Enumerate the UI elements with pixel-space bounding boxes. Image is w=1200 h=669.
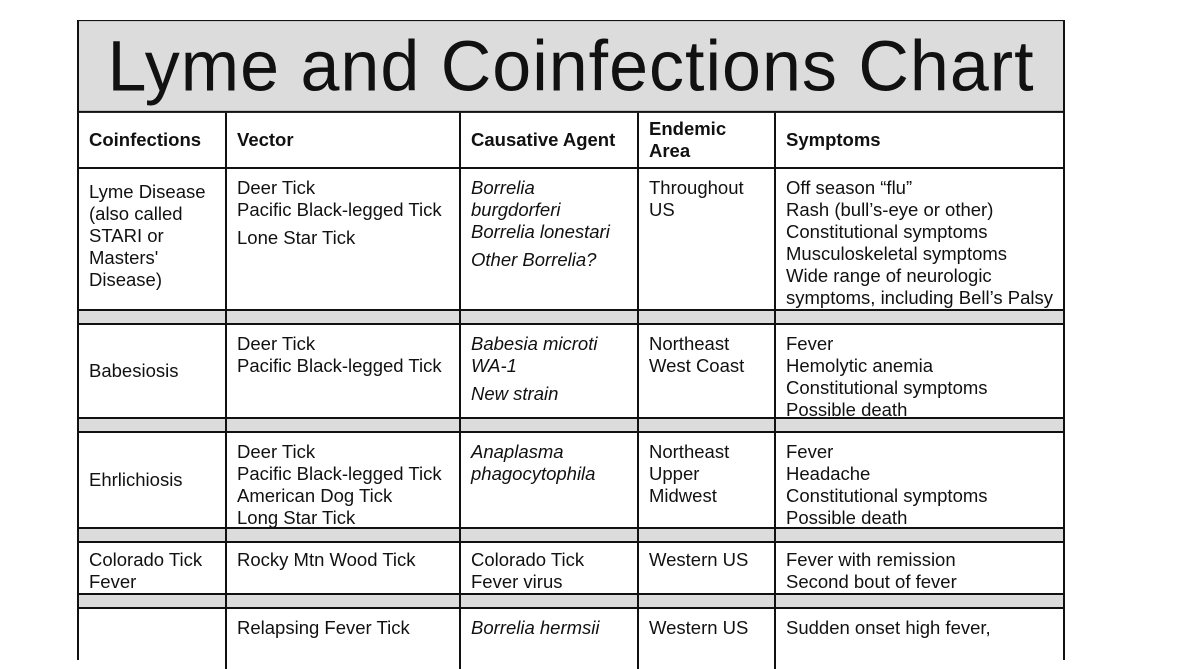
symptom-text: Constitutional symptoms [786, 485, 988, 506]
coinfection-name: Masters' [89, 247, 159, 268]
vector-text: Deer Tick [237, 333, 316, 354]
agent-text: burgdorferi [471, 199, 561, 220]
coinfection-name-cell [79, 433, 227, 527]
agent-cell [461, 169, 639, 309]
symptoms-cell [776, 609, 1063, 669]
table-row [79, 609, 1063, 669]
coinfection-name-cell [79, 169, 227, 309]
area-text: Western US [649, 549, 749, 570]
agent-text: Babesia microti [471, 333, 598, 354]
separator-cell [776, 595, 1063, 607]
chart-title: Lyme and Coinfections Chart [79, 21, 1063, 113]
separator-cell [79, 311, 227, 323]
symptom-text: Constitutional symptoms [786, 377, 988, 398]
symptom-text: Headache [786, 463, 871, 484]
table-row [79, 543, 1063, 595]
vector-cell [227, 325, 461, 417]
coinfection-name: Babesiosis [89, 360, 179, 381]
area-text: Midwest [649, 485, 717, 506]
vector-text: Deer Tick [237, 441, 316, 462]
header-endemic-area: Endemic Area [639, 112, 776, 167]
area-text: Northeast [649, 441, 730, 462]
symptom-text: Fever with remission [786, 549, 956, 570]
vector-text: Deer Tick [237, 177, 316, 198]
separator-cell [461, 529, 639, 541]
vector-text: Relapsing Fever Tick [237, 617, 410, 638]
area-text: Throughout [649, 177, 744, 198]
separator-cell [776, 529, 1063, 541]
symptom-text: Possible death [786, 399, 908, 420]
symptoms-cell [776, 325, 1063, 420]
vector-cell [227, 169, 461, 309]
separator-cell [227, 419, 461, 431]
symptom-text: Wide range of neurologic [786, 265, 992, 286]
agent-text: Colorado Tick [471, 549, 585, 570]
area-cell [639, 543, 776, 593]
header-row [79, 112, 1063, 169]
symptom-text: Hemolytic anemia [786, 355, 934, 376]
area-cell [639, 433, 776, 527]
agent-text: Borrelia lonestari [471, 221, 610, 242]
agent-text: Fever virus [471, 571, 563, 592]
separator-cell [776, 419, 1063, 431]
area-text: US [649, 199, 675, 220]
agent-text: New strain [471, 383, 559, 404]
separator-cell [461, 595, 639, 607]
header-vector: Vector [227, 112, 461, 167]
coinfection-name: Colorado Tick [89, 549, 203, 570]
row-separator [79, 419, 1063, 433]
vector-text: Pacific Black-legged Tick [237, 463, 442, 484]
row-separator [79, 595, 1063, 609]
symptoms-cell [776, 543, 1063, 593]
coinfection-name-cell [79, 325, 227, 417]
symptom-text: Constitutional symptoms [786, 221, 988, 242]
separator-cell [227, 311, 461, 323]
vector-cell [227, 543, 461, 593]
coinfection-name-cell [79, 609, 227, 669]
area-cell [639, 325, 776, 417]
symptom-text: Sudden onset high fever, [786, 617, 991, 638]
coinfection-name: Fever [89, 571, 137, 592]
agent-cell [461, 325, 639, 417]
agent-cell [461, 609, 639, 669]
coinfections-chart [77, 20, 1065, 660]
separator-cell [461, 311, 639, 323]
table-row [79, 169, 1063, 311]
area-text: Western US [649, 617, 749, 638]
separator-cell [79, 529, 227, 541]
symptom-text: Fever [786, 333, 834, 354]
vector-cell [227, 609, 461, 669]
separator-cell [639, 311, 776, 323]
coinfection-name: Lyme Disease [89, 181, 206, 202]
vector-text: Long Star Tick [237, 507, 356, 528]
symptom-text: Off season “flu” [786, 177, 913, 198]
symptom-text: Rash (bull’s-eye or other) [786, 199, 994, 220]
separator-cell [227, 529, 461, 541]
coinfection-name: (also called [89, 203, 183, 224]
separator-cell [639, 595, 776, 607]
vector-text: Rocky Mtn Wood Tick [237, 549, 416, 570]
vector-text: American Dog Tick [237, 485, 393, 506]
separator-cell [79, 419, 227, 431]
area-cell [639, 169, 776, 309]
header-symptoms: Symptoms [786, 128, 881, 150]
agent-text: Borrelia [471, 177, 535, 198]
vector-text: Pacific Black-legged Tick [237, 199, 442, 220]
table-row [79, 325, 1063, 419]
separator-cell [227, 595, 461, 607]
header-coinfections: Coinfections [79, 112, 227, 167]
symptom-text: Fever [786, 441, 834, 462]
table-row [79, 433, 1063, 529]
vector-cell [227, 433, 461, 527]
separator-cell [639, 419, 776, 431]
coinfection-name: STARI or [89, 225, 164, 246]
row-separator [79, 529, 1063, 543]
agent-text: Anaplasma [471, 441, 564, 462]
agent-text: Other Borrelia? [471, 249, 597, 270]
coinfection-name: Disease) [89, 269, 162, 290]
separator-cell [639, 529, 776, 541]
symptom-text: Second bout of fever [786, 571, 957, 592]
separator-cell [79, 595, 227, 607]
agent-text: Borrelia hermsii [471, 617, 600, 638]
row-separator [79, 311, 1063, 325]
agent-cell [461, 433, 639, 527]
coinfection-name-cell [79, 543, 227, 593]
symptoms-cell [776, 169, 1063, 309]
agent-text: phagocytophila [471, 463, 596, 484]
agent-text: WA-1 [471, 355, 517, 376]
symptoms-cell [776, 433, 1063, 527]
symptom-text: Musculoskeletal symptoms [786, 243, 1008, 264]
coinfection-name: Ehrlichiosis [89, 469, 183, 490]
vector-text: Lone Star Tick [237, 227, 356, 248]
symptom-text: symptoms, including Bell’s Palsy [786, 287, 1053, 308]
header-causative-agent: Causative Agent [461, 112, 639, 167]
area-cell [639, 609, 776, 669]
area-text: Upper [649, 463, 700, 484]
separator-cell [776, 311, 1063, 323]
area-text: Northeast [649, 333, 730, 354]
symptom-text: Possible death [786, 507, 908, 528]
area-text: West Coast [649, 355, 745, 376]
separator-cell [461, 419, 639, 431]
agent-cell [461, 543, 639, 593]
vector-text: Pacific Black-legged Tick [237, 355, 442, 376]
